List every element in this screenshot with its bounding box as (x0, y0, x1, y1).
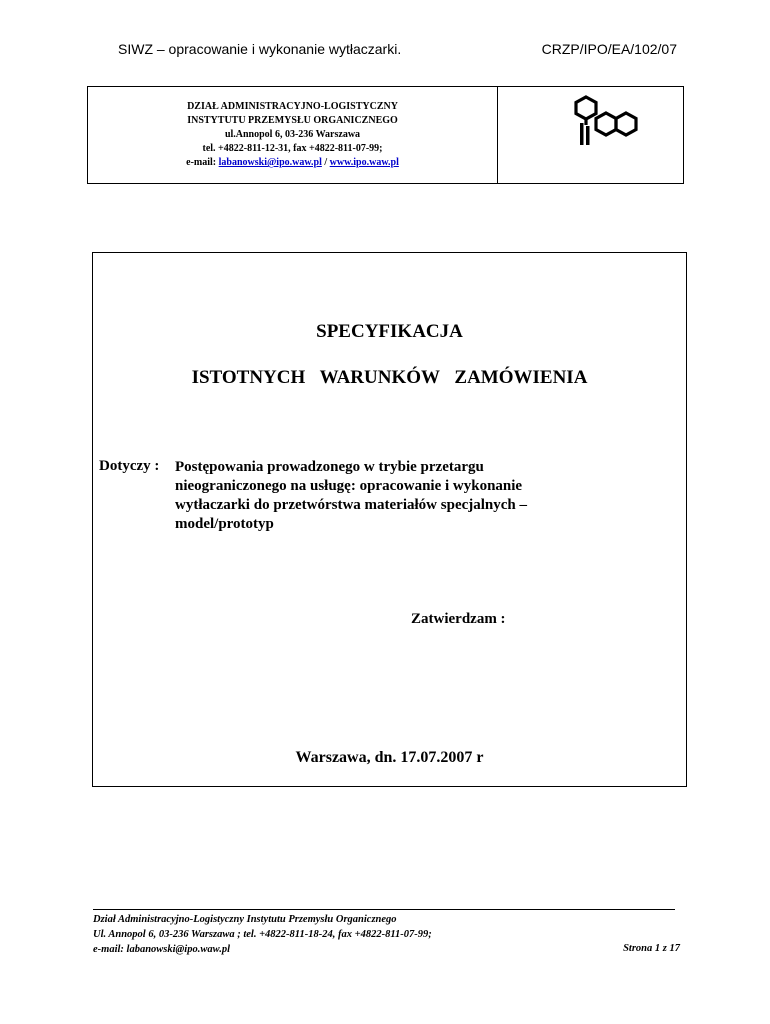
document-subtitle: ISTOTNYCH WARUNKÓW ZAMÓWIENIA (191, 367, 588, 388)
link-separator: / (321, 157, 330, 168)
header-document-title: SIWZ – opracowanie i wykonanie wytłaczarki. (118, 41, 402, 57)
page-footer (93, 912, 681, 957)
subject-label: Dotyczy : (99, 458, 160, 474)
org-phone-fax: tel. +4822-811-12-31, fax +4822-811-07-99; (202, 143, 383, 154)
subject-description (175, 458, 615, 534)
header-reference-number: CRZP/IPO/EA/102/07 (541, 41, 677, 57)
page-number: Strona 1 z 17 (623, 943, 680, 954)
ipo-chemical-logo-icon (572, 93, 642, 153)
footer-divider (93, 909, 675, 910)
footer-department: Dział Administracyjno-Logistyczny Instytutu Przemysłu Organicznego (93, 914, 397, 925)
organization-info (88, 87, 498, 183)
org-address: ul.Annopol 6, 03-236 Warszawa (224, 129, 361, 140)
title-page-box (92, 252, 687, 787)
subject-line-3: wytłaczarki do przetwórstwa materiałów specjalnych – (175, 497, 528, 513)
email-link[interactable]: labanowski@ipo.waw.pl (218, 157, 322, 168)
website-link[interactable]: www.ipo.waw.pl (329, 157, 399, 168)
footer-address: Ul. Annopol 6, 03-236 Warszawa ; tel. +4822-811-18-24, fax +4822-811-07-99; (93, 929, 432, 940)
org-department: DZIAŁ ADMINISTRACYJNO-LOGISTYCZNY (187, 101, 398, 112)
document-title: SPECYFIKACJA (316, 321, 463, 342)
subject-line-4: model/prototyp (175, 516, 274, 532)
approval-label: Zatwierdzam : (411, 611, 506, 627)
org-email-prefix: e-mail: (186, 157, 219, 168)
subject-line-2: nieograniczonego na usługę: opracowanie i wykonanie (175, 478, 523, 494)
org-contact-line (186, 156, 399, 170)
subject-line-1: Postępowania prowadzonego w trybie przetargu (175, 459, 484, 475)
org-institute: INSTYTUTU PRZEMYSŁU ORGANICZNEGO (187, 115, 398, 126)
footer-email: e-mail: labanowski@ipo.waw.pl (93, 944, 230, 955)
place-and-date: Warszawa, dn. 17.07.2007 r (295, 749, 484, 766)
organization-header-table (87, 86, 684, 184)
logo-cell (498, 87, 683, 183)
